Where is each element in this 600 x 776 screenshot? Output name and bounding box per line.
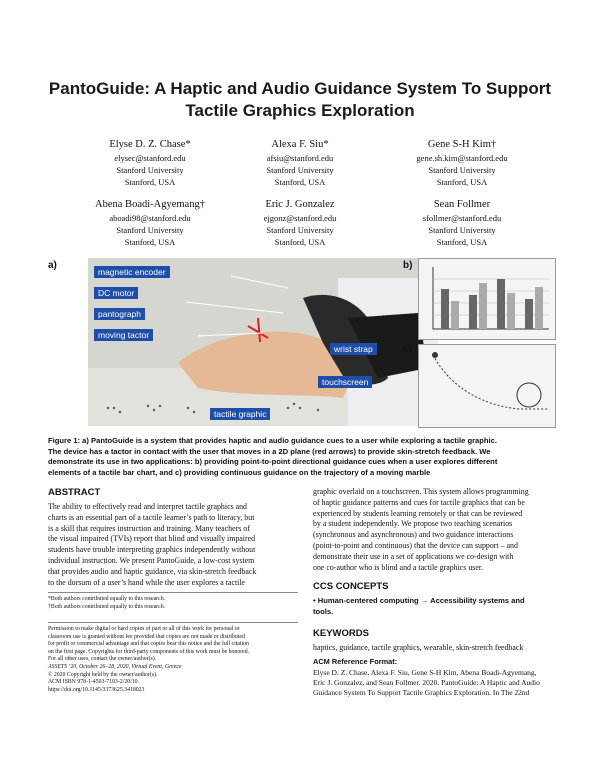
label-tactile-graphic: tactile graphic xyxy=(210,408,270,420)
bar xyxy=(535,287,543,329)
title-line-2: Tactile Graphics Exploration xyxy=(185,101,415,120)
acm-reference-section xyxy=(313,657,555,699)
paper-title xyxy=(0,78,600,122)
figure-1 xyxy=(48,258,554,428)
trajectory-path xyxy=(433,355,549,409)
permission-line: ASSETS ’20, October 26–28, 2020, Virtual Event, Greece xyxy=(48,663,182,670)
bar xyxy=(469,295,477,329)
footnote: *Both authors contributed equally to this research. xyxy=(48,596,166,602)
author-name: Alexa F. Siu* xyxy=(271,139,329,150)
author-email[interactable]: gene.sh.kim@stanford.edu xyxy=(416,153,508,163)
abstract-section xyxy=(48,487,298,588)
author-email[interactable]: elysec@stanford.edu xyxy=(114,153,186,163)
bar xyxy=(479,283,487,329)
author-affiliation: Stanford University xyxy=(266,225,334,235)
acm-reference-heading: ACM Reference Format: xyxy=(313,657,398,666)
ccs-line: tools. xyxy=(313,606,334,616)
abstract-heading: ABSTRACT xyxy=(48,487,101,498)
permission-block xyxy=(48,622,298,694)
author-location: Stanford, USA xyxy=(274,177,326,187)
abstract-line: to the dorsum of a user’s hand while the user explores a tactile xyxy=(48,577,246,587)
bar xyxy=(441,289,449,329)
label-moving-tactor: moving tactor xyxy=(94,329,153,341)
author-affiliation: Stanford University xyxy=(428,165,496,175)
label-dc-motor: DC motor xyxy=(94,287,138,299)
bar-chart-graphic xyxy=(419,259,555,339)
marble xyxy=(432,352,438,358)
reference-line: Elyse D. Z. Chase, Alexa F. Siu, Gene S-H Kim, Abena Boadi-Agyemang, xyxy=(313,668,537,677)
author-affiliation: Stanford University xyxy=(116,165,184,175)
abstract-body xyxy=(48,502,298,588)
author-location: Stanford, USA xyxy=(436,237,488,247)
abstract-line: of haptic guidance patterns and cues for tactile graphics that can be xyxy=(313,497,525,507)
abstract-line: students have trouble interpreting graphics independently without xyxy=(48,545,256,555)
permission-line: for profit or commercial advantage and that copies bear this notice and the full citation xyxy=(48,641,249,648)
permission-line: © 2020 Copyright held by the owner/author(s). xyxy=(48,671,158,678)
marble-trajectory-graphic xyxy=(419,345,555,427)
acm-reference-text xyxy=(313,668,555,699)
bar xyxy=(507,293,515,329)
loop-circle xyxy=(517,383,541,407)
abstract-line: individual instruction. We present PantoGuide, a low-cost system xyxy=(48,555,255,565)
abstract-line: that provides audio and haptic guidance, via skin-stretch feedback xyxy=(48,566,257,576)
author-name: Sean Follmer xyxy=(433,199,491,210)
footnote: †Both authors contributed equally to this research. xyxy=(48,603,166,610)
reference-line: Eric J. Gonzalez, and Sean Follmer. 2020. PantoGuide: A Haptic and Audio xyxy=(313,678,540,688)
abstract-line: (point-to-point and continuous) that the device can support – and xyxy=(313,540,518,550)
doi-link[interactable]: https://doi.org/10.1145/3373625.3418023 xyxy=(48,686,145,693)
label-wrist-strap: wrist strap xyxy=(330,343,377,355)
author-block xyxy=(372,198,552,248)
panel-b-letter: b) xyxy=(403,260,413,271)
figure-caption xyxy=(48,436,554,478)
ccs-line: • Human-centered computing → Accessibility systems and xyxy=(313,596,525,605)
panel-a-letter: a) xyxy=(48,260,57,271)
permission-line: ACM ISBN 978-1-4503-7103-2/20/10. xyxy=(48,679,139,686)
author-location: Stanford, USA xyxy=(436,177,488,187)
keywords-section xyxy=(313,628,555,654)
keywords-text: haptics, guidance, tactile graphics, wearable, skin-stretch feedback xyxy=(313,643,524,652)
author-name: Abena Boadi-Agyemang† xyxy=(95,199,205,210)
footnotes xyxy=(48,592,298,611)
author-name: Gene S-H Kim† xyxy=(427,139,497,150)
permission-line: For all other uses, contact the owner/author(s). xyxy=(48,656,157,663)
caption-line: Figure 1: a) PantoGuide is a system that provides haptic and audio guidance cues to a user while exploring a tactile graphic. xyxy=(48,436,497,445)
title-line-1: PantoGuide: A Haptic and Audio Guidance System To Support xyxy=(48,79,552,98)
author-email[interactable]: ejgonz@stanford.edu xyxy=(263,213,337,223)
bar xyxy=(525,299,533,329)
ccs-text xyxy=(313,596,555,618)
author-block xyxy=(210,138,390,188)
permission-line: classroom use is granted without fee provided that copies are not made or distributed xyxy=(48,633,245,640)
author-name: Eric J. Gonzalez xyxy=(265,199,335,210)
abstract-line: is a skill that requires instruction and training. Many teachers of xyxy=(48,523,250,533)
photo-illustration xyxy=(88,258,438,426)
author-location: Stanford, USA xyxy=(274,237,326,247)
caption-line: demonstrate its use in two applications: b) providing point-to-point directional guidance cues when a user explores different xyxy=(48,457,498,466)
author-email[interactable]: afsiu@stanford.edu xyxy=(266,153,334,163)
author-location: Stanford, USA xyxy=(124,237,176,247)
author-email[interactable]: aboadi98@stanford.edu xyxy=(109,213,191,223)
permission-line: on the first page. Copyrights for third-party components of this work must be honored. xyxy=(48,648,250,655)
abstract-line: charts is an essential part of a tactile learner’s path to literacy, but xyxy=(48,512,255,522)
panel-b-bar-chart xyxy=(418,258,556,340)
ccs-section xyxy=(313,581,555,618)
bar xyxy=(451,301,459,329)
abstract-line: (synchronous and asynchronous) and two guidance interactions xyxy=(313,530,514,540)
author-affiliation: Stanford University xyxy=(428,225,496,235)
abstract-line: demonstrate their use in a set of applications we co-design with xyxy=(313,551,514,561)
reference-line: Guidance System To Support Tactile Graphics Exploration. In The 22nd xyxy=(313,688,530,698)
panel-c-marble-graphic xyxy=(418,344,556,428)
keywords-heading: KEYWORDS xyxy=(313,628,369,639)
caption-line: The device has a tactor in contact with the user that moves in a 2D plane (red arrows) to provide skin-stretch feedback. We xyxy=(48,446,491,456)
abstract-continued xyxy=(313,487,555,573)
label-magnetic-encoder: magnetic encoder xyxy=(94,266,170,278)
abstract-line: The ability to effectively read and interpret tactile graphics and xyxy=(48,502,248,511)
photo-panel-a xyxy=(88,258,438,426)
abstract-line: by a student independently. We propose two teaching scenarios xyxy=(313,519,513,529)
abstract-line: experienced by students learning remotely or that can be reviewed xyxy=(313,508,523,518)
author-block xyxy=(210,198,390,248)
author-block xyxy=(372,138,552,188)
abstract-line: graphic overlaid on a touchscreen. This system allows programming xyxy=(313,487,529,496)
abstract-line: one co-author who is blind and a tactile graphics user. xyxy=(313,562,484,572)
abstract-line: the visual impaired (TVIs) report that blind and visually impaired xyxy=(48,534,256,544)
permission-line: Permission to make digital or hard copies of part or all of this work for personal or xyxy=(48,626,240,632)
author-affiliation: Stanford University xyxy=(116,225,184,235)
author-location: Stanford, USA xyxy=(124,177,176,187)
panel-c-letter: c) xyxy=(403,344,412,355)
label-pantograph: pantograph xyxy=(94,308,145,320)
label-touchscreen: touchscreen xyxy=(318,376,372,388)
bar xyxy=(497,279,505,329)
ccs-heading: CCS CONCEPTS xyxy=(313,581,389,592)
author-name: Elyse D. Z. Chase* xyxy=(109,139,191,150)
author-email[interactable]: sfollmer@stanford.edu xyxy=(422,213,502,223)
author-affiliation: Stanford University xyxy=(266,165,334,175)
caption-line: elements of a tactile bar chart, and c) providing continuous guidance on the trajectory of a moving marble xyxy=(48,467,431,477)
